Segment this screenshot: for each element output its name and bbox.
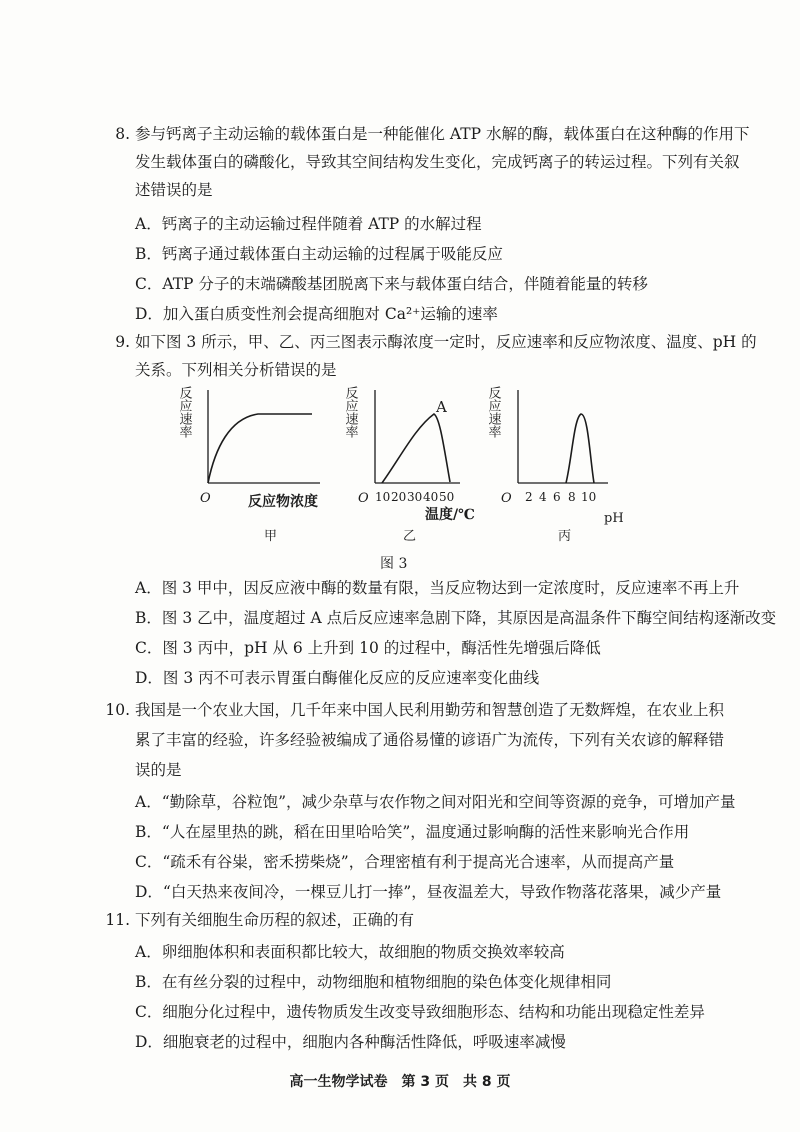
x-tick-label: 8: [568, 490, 576, 504]
question-stem: 累了丰富的经验，许多经验被编成了通俗易懂的谚语广为流传，下列有关农谚的解释错: [135, 731, 725, 749]
panel-label: 甲: [264, 529, 278, 544]
curve-bing: [566, 414, 594, 483]
y-axis-label: 反应速率: [485, 386, 501, 438]
panel-label: 乙: [403, 529, 417, 544]
option-c: C．细胞分化过程中，遗传物质发生改变导致细胞形态、结构和功能出现稳定性差异: [135, 1003, 705, 1021]
option-b: B．在有丝分裂的过程中，动物细胞和植物细胞的染色体变化规律相同: [135, 973, 612, 991]
figure-3: [170, 378, 650, 578]
option-a: A．钙离子的主动运输过程伴随着 ATP 的水解过程: [135, 215, 482, 233]
x-axis-label: 反应物浓度: [248, 494, 318, 510]
x-tick-label: 10: [375, 490, 391, 504]
x-tick-label: 30: [407, 490, 423, 504]
panel-yi: [343, 386, 476, 544]
x-axis-label: 温度/℃: [425, 507, 475, 523]
question-stem: 我国是一个农业大国，几千年来中国人民利用勤劳和智慧创造了无数辉煌，在农业上积: [135, 701, 725, 719]
option-a: A．卵细胞体积和表面积都比较大，故细胞的物质交换效率较高: [135, 943, 565, 961]
question-number: 10.: [105, 701, 130, 719]
question-number: 9.: [115, 333, 130, 351]
page-footer: 高一生物学试卷 第 3 页 共 8 页: [289, 1074, 511, 1090]
x-tick-label: 6: [553, 490, 561, 504]
question-stem: 关系。下列相关分析错误的是: [135, 361, 337, 379]
option-a: A．“勤除草，谷粒饱”，减少杂草与农作物之间对阳光和空间等资源的竞争，可增加产量: [135, 793, 736, 811]
question-stem: 述错误的是: [135, 181, 213, 199]
question-number: 8.: [115, 125, 130, 143]
panel-bing: [486, 386, 624, 544]
question-stem: 下列有关细胞生命历程的叙述，正确的有: [135, 911, 415, 929]
origin-label: O: [358, 491, 369, 506]
option-d: D．加入蛋白质变性剂会提高细胞对 Ca²⁺运输的速率: [135, 305, 498, 323]
question-stem: 发生载体蛋白的磷酸化，导致其空间结构发生变化，完成钙离子的转运过程。下列有关叙: [135, 153, 740, 171]
x-tick-label: 4: [539, 490, 547, 504]
origin-label: O: [200, 491, 211, 506]
question-stem: 参与钙离子主动运输的载体蛋白是一种能催化 ATP 水解的酶，载体蛋白在这种酶的作用下: [135, 125, 750, 143]
option-c: C．“疏禾有谷粜，密禾捞柴烧”，合理密植有利于提高光合速率，从而提高产量: [135, 853, 675, 871]
x-axis-label: pH: [604, 511, 624, 526]
origin-label: O: [501, 491, 512, 506]
x-tick-label: 20: [391, 490, 407, 504]
option-d: D．图 3 丙不可表示胃蛋白酶催化反应的反应速率变化曲线: [135, 669, 540, 687]
question-stem: 如下图 3 所示，甲、乙、丙三图表示酶浓度一定时，反应速率和反应物浓度、温度、pH 的: [135, 333, 757, 351]
option-d: D．细胞衰老的过程中，细胞内各种酶活性降低，呼吸速率减慢: [135, 1033, 566, 1051]
x-tick-label: 50: [439, 490, 455, 504]
curve-jia: [208, 414, 312, 483]
point-a-label: A: [436, 398, 447, 416]
option-d: D．“白天热来夜间冷，一棵豆儿打一捧”，昼夜温差大，导致作物落花落果，减少产量: [135, 883, 722, 901]
option-c: C．图 3 丙中，pH 从 6 上升到 10 的过程中，酶活性先增强后降低: [135, 639, 601, 657]
option-a: A．图 3 甲中，因反应液中酶的数量有限，当反应物达到一定浓度时，反应速率不再上升: [135, 579, 740, 597]
x-tick-label: 40: [423, 490, 439, 504]
curve-yi: [382, 414, 450, 483]
option-b: B．图 3 乙中，温度超过 A 点后反应速率急剧下降，其原因是高温条件下酶空间结构逐渐改变: [135, 609, 777, 627]
x-tick-label: 2: [525, 490, 533, 504]
panel-jia: [177, 386, 321, 544]
y-axis-label: 反应速率: [176, 386, 192, 438]
figure-caption: 图 3: [380, 556, 408, 572]
panel-label: 丙: [558, 529, 572, 544]
option-b: B．钙离子通过载体蛋白主动运输的过程属于吸能反应: [135, 245, 503, 263]
option-b: B．“人在屋里热的跳，稻在田里哈哈笑”，温度通过影响酶的活性来影响光合作用: [135, 823, 690, 841]
y-axis-label: 反应速率: [342, 386, 358, 438]
question-stem: 误的是: [135, 761, 182, 779]
option-c: C．ATP 分子的末端磷酸基团脱离下来与载体蛋白结合，伴随着能量的转移: [135, 275, 648, 293]
x-tick-label: 10: [581, 490, 597, 504]
question-number: 11.: [105, 911, 130, 929]
